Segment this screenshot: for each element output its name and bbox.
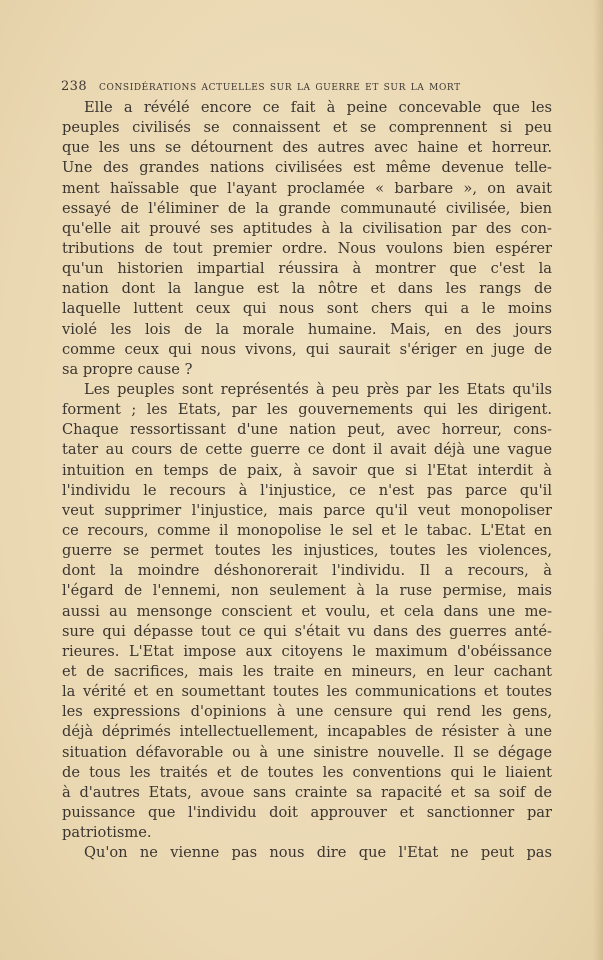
text-line: comme ceux qui nous vivons, qui saurait s'ériger en juge de xyxy=(62,340,552,358)
text-line: la vérité et en soumettant toutes les communications et toutes xyxy=(62,683,552,701)
text-line: Une des grandes nations civilisées est même devenue telle- xyxy=(62,159,552,177)
text-line: Elle a révélé encore ce fait à peine concevable que les xyxy=(84,99,552,116)
text-line: l'égard de l'ennemi, non seulement à la ruse permise, mais xyxy=(62,582,552,600)
text-line: sa propre cause ? xyxy=(62,360,193,378)
text-line: rieures. L'Etat impose aux citoyens le maximum d'obéissance xyxy=(62,642,552,660)
text-line: Les peuples sont représentés à peu près par les Etats qu'ils xyxy=(84,380,552,398)
text-line: violé les lois de la morale humaine. Mais, en des jours xyxy=(62,320,552,338)
body-text xyxy=(62,98,552,863)
text-line: ce recours, comme il monopolise le sel et le tabac. L'Etat en xyxy=(62,521,552,539)
text-line: intuition en temps de paix, à savoir que si l'Etat interdit à xyxy=(62,461,552,479)
text-line: de tous les traités et de toutes les conventions qui le liaient xyxy=(62,763,552,781)
text-line: puissance que l'individu doit approuver et sanctionner par xyxy=(62,803,552,821)
text-line: forment ; les Etats, par les gouvernements qui les dirigent. xyxy=(62,401,552,419)
text-line: qu'elle ait prouvé ses aptitudes à la civilisation par des con- xyxy=(62,219,552,237)
text-line: nation dont la langue est la nôtre et dans les rangs de xyxy=(62,280,552,298)
text-line: ment haïssable que l'ayant proclamée « barbare », on avait xyxy=(62,179,552,197)
text-line: déjà déprimés intellectuellement, incapables de résister à une xyxy=(62,723,552,741)
running-header xyxy=(61,79,531,94)
text-line: Qu'on ne vienne pas nous dire que l'Etat ne peut pas xyxy=(84,844,552,862)
text-line: peuples civilisés se connaissent et se comprennent si peu xyxy=(62,119,552,137)
page-number: 238 xyxy=(61,79,88,94)
text-line: les expressions d'opinions à une censure qui rend les gens, xyxy=(62,703,552,721)
text-line: qu'un historien impartial réussira à montrer que c'est la xyxy=(62,260,552,278)
text-line: que les uns se détournent des autres avec haine et horreur. xyxy=(62,139,552,157)
text-line: laquelle luttent ceux qui nous sont chers qui a le moins xyxy=(62,300,552,318)
text-line: tributions de tout premier ordre. Nous voulons bien espérer xyxy=(62,239,552,257)
text-line: situation défavorable ou à une sinistre nouvelle. Il se dégage xyxy=(62,743,552,761)
text-line: l'individu le recours à l'injustice, ce n'est pas parce qu'il xyxy=(62,481,552,499)
text-line: patriotisme. xyxy=(62,824,152,842)
text-line: tater au cours de cette guerre ce dont il avait déjà une vague xyxy=(62,441,552,459)
text-line: aussi au mensonge conscient et voulu, et cela dans une me- xyxy=(62,602,552,620)
running-title: considérations actuelles sur la guerre et sur la mort xyxy=(98,79,461,94)
text-line: sure qui dépasse tout ce qui s'était vu dans des guerres anté- xyxy=(62,622,552,640)
text-line: dont la moindre déshonorerait l'individu. Il a recours, à xyxy=(62,562,552,580)
page-edge-shadow xyxy=(593,0,603,960)
text-line: veut supprimer l'injustice, mais parce qu'il veut monopoliser xyxy=(62,501,552,519)
text-line: essayé de l'éliminer de la grande communauté civilisée, bien xyxy=(62,199,552,217)
text-line: guerre se permet toutes les injustices, toutes les violences, xyxy=(62,542,552,560)
text-line: Chaque ressortissant d'une nation peut, avec horreur, cons- xyxy=(62,421,552,439)
text-line: et de sacrifices, mais les traite en mineurs, en leur cachant xyxy=(62,662,552,680)
text-line: à d'autres Etats, avoue sans crainte sa rapacité et sa soif de xyxy=(62,783,552,801)
